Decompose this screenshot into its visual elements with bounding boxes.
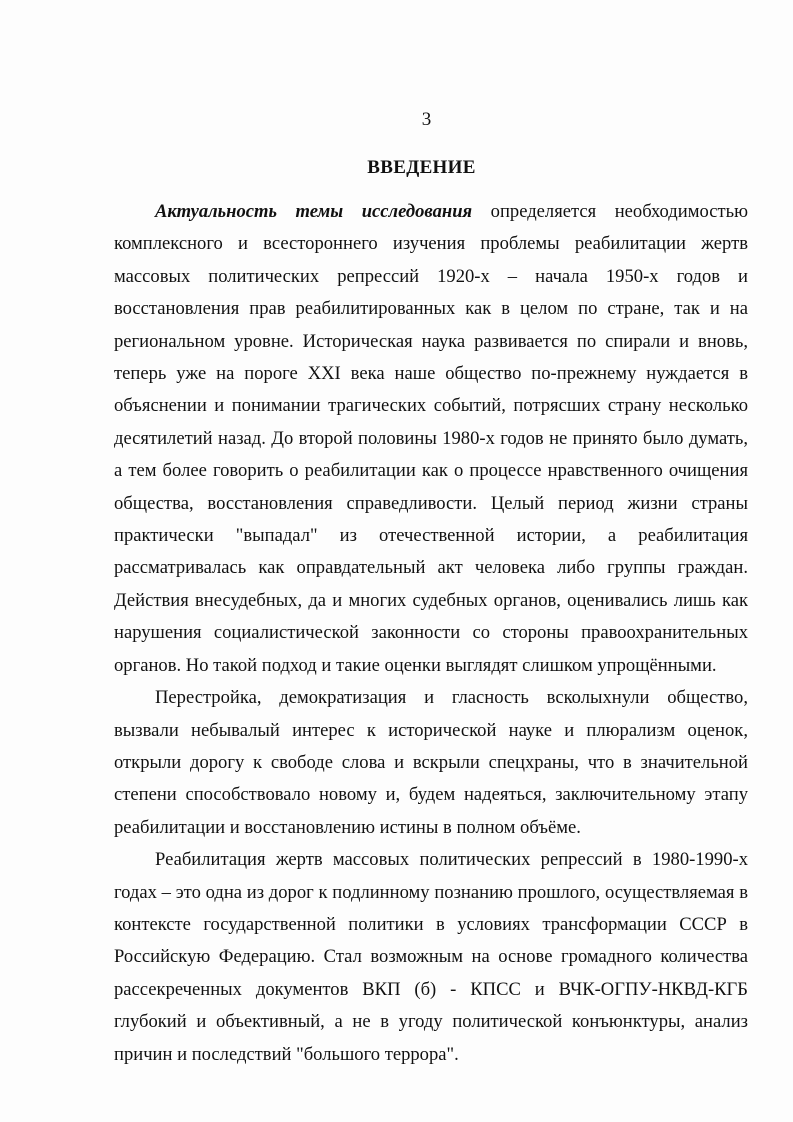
paragraph-3: Реабилитация жертв массовых политических репрессий в 1980-1990-х годах – это одна из дорог к подлинному познанию прошлого, осуществляемая в контексте государственной политики в условиях трансформации СССР в Российскую Федерацию. Стал возможным на основе громадного количества рассекреченных документов ВКП (б) - КПСС и ВЧК-ОГПУ-НКВД-КГБ глубокий и объективный, а не в угоду политической конъюнктуры, анализ причин и последствий "большого террора".	[114, 849, 748, 1065]
body-text	[114, 196, 748, 1071]
paragraph-2: Перестройка, демократизация и гласность всколыхнули общество, вызвали небывалый интерес к исторической науке и плюрализм оценок, открыли дорогу к свободе слова и вскрыли спецхраны, что в значительной степени способствовало новому и, будем надеяться, заключительному этапу реабилитации и восстановлению истины в полном объёме.	[114, 687, 748, 838]
paragraph-1	[114, 196, 748, 682]
section-heading: ВВЕДЕНИЕ	[367, 157, 476, 178]
paragraph-lead: Актуальность темы исследования	[155, 201, 473, 222]
page-number: 3	[421, 109, 432, 130]
paragraph-text: определяется необходимостью комплексного и всестороннего изучения проблемы реабилитации жертв массовых политических репрессий 1920-х – начала 1950-х годов и восстановления прав реабилитированных как в целом по стране, так и на региональном уровне. Историческая наука развивается по спирали и вновь, теперь уже на пороге XXI века наше общество по-прежнему нуждается в объяснении и понимании трагических событий, потрясших страну несколько десятилетий назад. До второй половины 1980-х годов не принято было думать, а тем более говорить о реабилитации как о процессе нравственного очищения общества, восстановления справедливости. Целый период жизни страны практически "выпадал" из отечественной истории, а реабилитация рассматривалась как оправдательный акт человека либо группы граждан. Действия внесудебных, да и многих судебных органов, оценивались лишь как нарушения социалистической законности со стороны правоохранительных органов. Но такой подход и такие оценки выглядят слишком упрощёнными.	[114, 201, 748, 676]
